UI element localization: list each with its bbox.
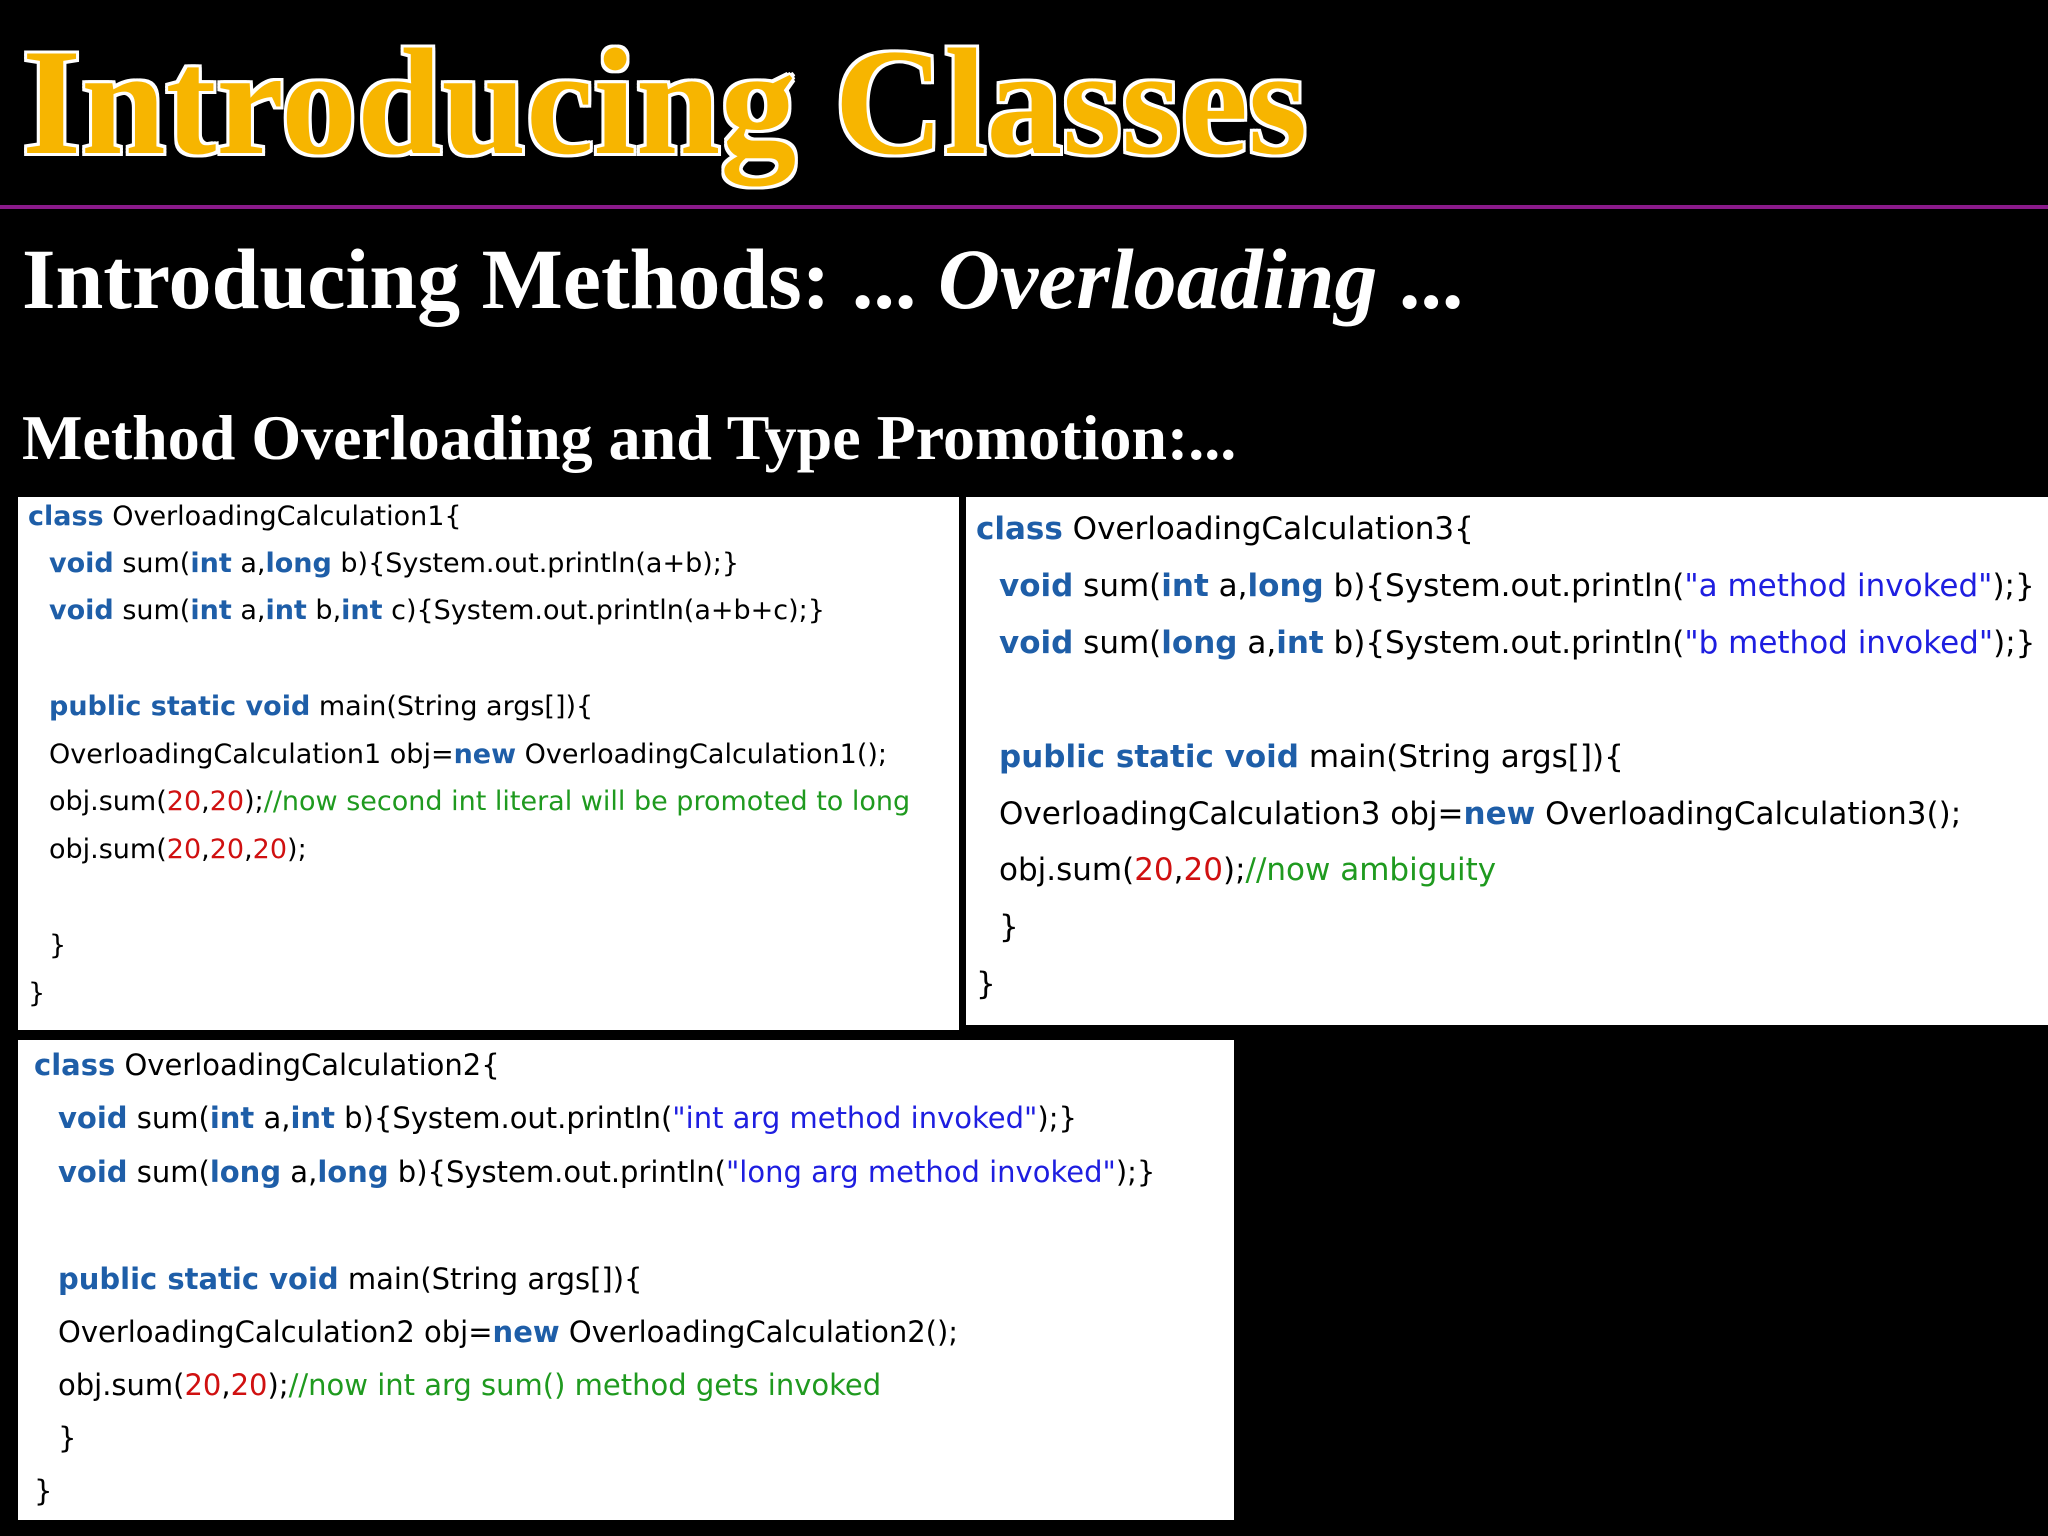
code-token-keyword: void [999,568,1074,604]
code-token: b){System.out.println(a+b);} [331,548,740,579]
code-token: sum( [1073,568,1162,604]
code-token: b){System.out.println( [1323,625,1685,661]
code-token: main(String args[]){ [310,691,594,722]
code-token: sum( [127,1101,210,1135]
code-token: ); [267,1368,289,1402]
code-line [976,511,1474,547]
code-line [49,691,593,722]
code-line [999,796,1961,832]
code-token: );} [1037,1101,1077,1135]
code-token-keyword: int [290,1101,335,1135]
code-token-keyword: class [976,511,1063,547]
subtitle-main: Introducing Methods: ... [22,231,938,327]
code-token-number: 20 [166,834,202,865]
code-token: obj.sum( [999,852,1135,888]
code-line [34,1474,52,1508]
code-token: ); [1222,852,1246,888]
code-token: a, [1208,568,1248,604]
code-panel-calculation1 [18,497,959,1030]
code-token-keyword: long [209,1155,282,1189]
code-line [34,1048,500,1082]
code-token-number: 20 [166,786,202,817]
code-token-number: 20 [252,834,288,865]
code-token-keyword: new [453,739,517,770]
slide-subtitle [22,230,1463,328]
code-token-keyword: int [265,595,307,626]
code-line [58,1315,958,1349]
code-token-string: "a method invoked" [1684,568,1993,604]
code-line [999,739,1624,775]
code-token: , [201,834,210,865]
code-token: ); [244,786,264,817]
code-token-keyword: class [28,501,104,532]
code-token: b, [306,595,342,626]
code-token: );} [1115,1155,1156,1189]
code-token: } [976,966,996,1002]
code-token-string: "b method invoked" [1684,625,1994,661]
code-token-number: 20 [1183,852,1223,888]
section-heading: Method Overloading and Type Promotion:... [22,402,1237,473]
code-token: OverloadingCalculation2{ [115,1048,500,1082]
code-token-keyword: int [1161,568,1209,604]
code-token-keyword: long [317,1155,389,1189]
code-token: , [221,1368,231,1402]
code-token: b){System.out.println( [1323,568,1685,604]
subtitle-end: ... [1377,231,1464,327]
code-token: OverloadingCalculation3 obj= [999,796,1464,832]
code-token-keyword: long [1161,625,1238,661]
code-line [999,852,1496,888]
code-token-keyword: void [58,1101,128,1135]
code-token: } [999,909,1019,945]
code-token: sum( [113,595,191,626]
code-line [58,1101,1077,1135]
code-token: main(String args[]){ [1299,739,1624,775]
code-token-number: 20 [230,1368,268,1402]
code-panel-calculation2 [18,1040,1234,1520]
code-token: , [201,786,210,817]
code-line [999,568,2035,604]
code-token-comment: //now second int literal will be promoted to long [263,786,911,817]
code-token: main(String args[]){ [338,1262,643,1296]
code-token-number: 20 [209,834,245,865]
code-line [49,786,910,817]
code-token: } [34,1474,53,1508]
code-token: OverloadingCalculation3(); [1535,796,1962,832]
code-token-number: 20 [1134,852,1174,888]
code-token-keyword: new [492,1315,560,1349]
slide-title: Introducing Classes [22,18,1308,186]
code-token-keyword: public static void [58,1262,339,1296]
code-line [999,625,2035,661]
code-token: a, [231,595,266,626]
code-line [49,548,739,579]
code-token: OverloadingCalculation2(); [559,1315,959,1349]
code-token: a, [231,548,266,579]
code-line [58,1421,76,1455]
code-token-keyword: long [1247,568,1324,604]
code-token: b){System.out.println( [334,1101,673,1135]
code-line [49,595,825,626]
code-token: OverloadingCalculation2 obj= [58,1315,493,1349]
code-token-keyword: public static void [999,739,1299,775]
code-token: obj.sum( [49,786,167,817]
code-token: , [244,834,253,865]
code-line [58,1155,1155,1189]
code-token: a, [254,1101,291,1135]
code-token: OverloadingCalculation1{ [103,501,462,532]
code-token: OverloadingCalculation1 obj= [49,739,454,770]
code-token: );} [1993,625,2036,661]
code-line [49,739,887,770]
code-token-keyword: int [190,548,232,579]
code-token-keyword: int [341,595,383,626]
code-panel-calculation3 [966,497,2048,1025]
code-token: obj.sum( [58,1368,185,1402]
code-token-comment: //now int arg sum() method gets invoked [288,1368,882,1402]
code-token-keyword: long [265,548,332,579]
code-token: obj.sum( [49,834,167,865]
code-line [58,1262,643,1296]
code-token-string: "long arg method invoked" [725,1155,1116,1189]
code-line [49,834,307,865]
code-token: c){System.out.println(a+b+c);} [382,595,825,626]
code-line [58,1368,881,1402]
code-line [49,930,66,961]
subtitle-emphasis: Overloading [937,231,1378,327]
code-token-keyword: void [49,548,114,579]
code-token: } [28,978,46,1009]
code-token-keyword: int [190,595,232,626]
title-divider [0,205,2048,209]
code-token: sum( [127,1155,210,1189]
code-token-string: "int arg method invoked" [672,1101,1038,1135]
code-token-keyword: int [1276,625,1324,661]
code-line [28,501,462,532]
code-token: );} [1992,568,2035,604]
code-token: OverloadingCalculation3{ [1062,511,1474,547]
code-token: a, [281,1155,318,1189]
code-token: sum( [113,548,191,579]
code-token: a, [1237,625,1277,661]
code-token-keyword: void [999,625,1074,661]
code-token: , [1173,852,1184,888]
code-token: ); [287,834,307,865]
code-line [999,909,1019,945]
code-line [976,966,996,1002]
code-token: b){System.out.println( [388,1155,726,1189]
code-token: } [49,930,67,961]
code-token-keyword: void [58,1155,128,1189]
code-token: sum( [1073,625,1162,661]
code-token-keyword: class [34,1048,116,1082]
code-token: } [58,1421,77,1455]
code-token-comment: //now ambiguity [1245,852,1497,888]
code-line [28,978,45,1009]
code-token-keyword: void [49,595,114,626]
code-token-keyword: new [1463,796,1536,832]
code-token-keyword: int [209,1101,255,1135]
code-token-number: 20 [184,1368,222,1402]
code-token-number: 20 [209,786,245,817]
code-token: OverloadingCalculation1(); [516,739,888,770]
code-token-keyword: public static void [49,691,311,722]
